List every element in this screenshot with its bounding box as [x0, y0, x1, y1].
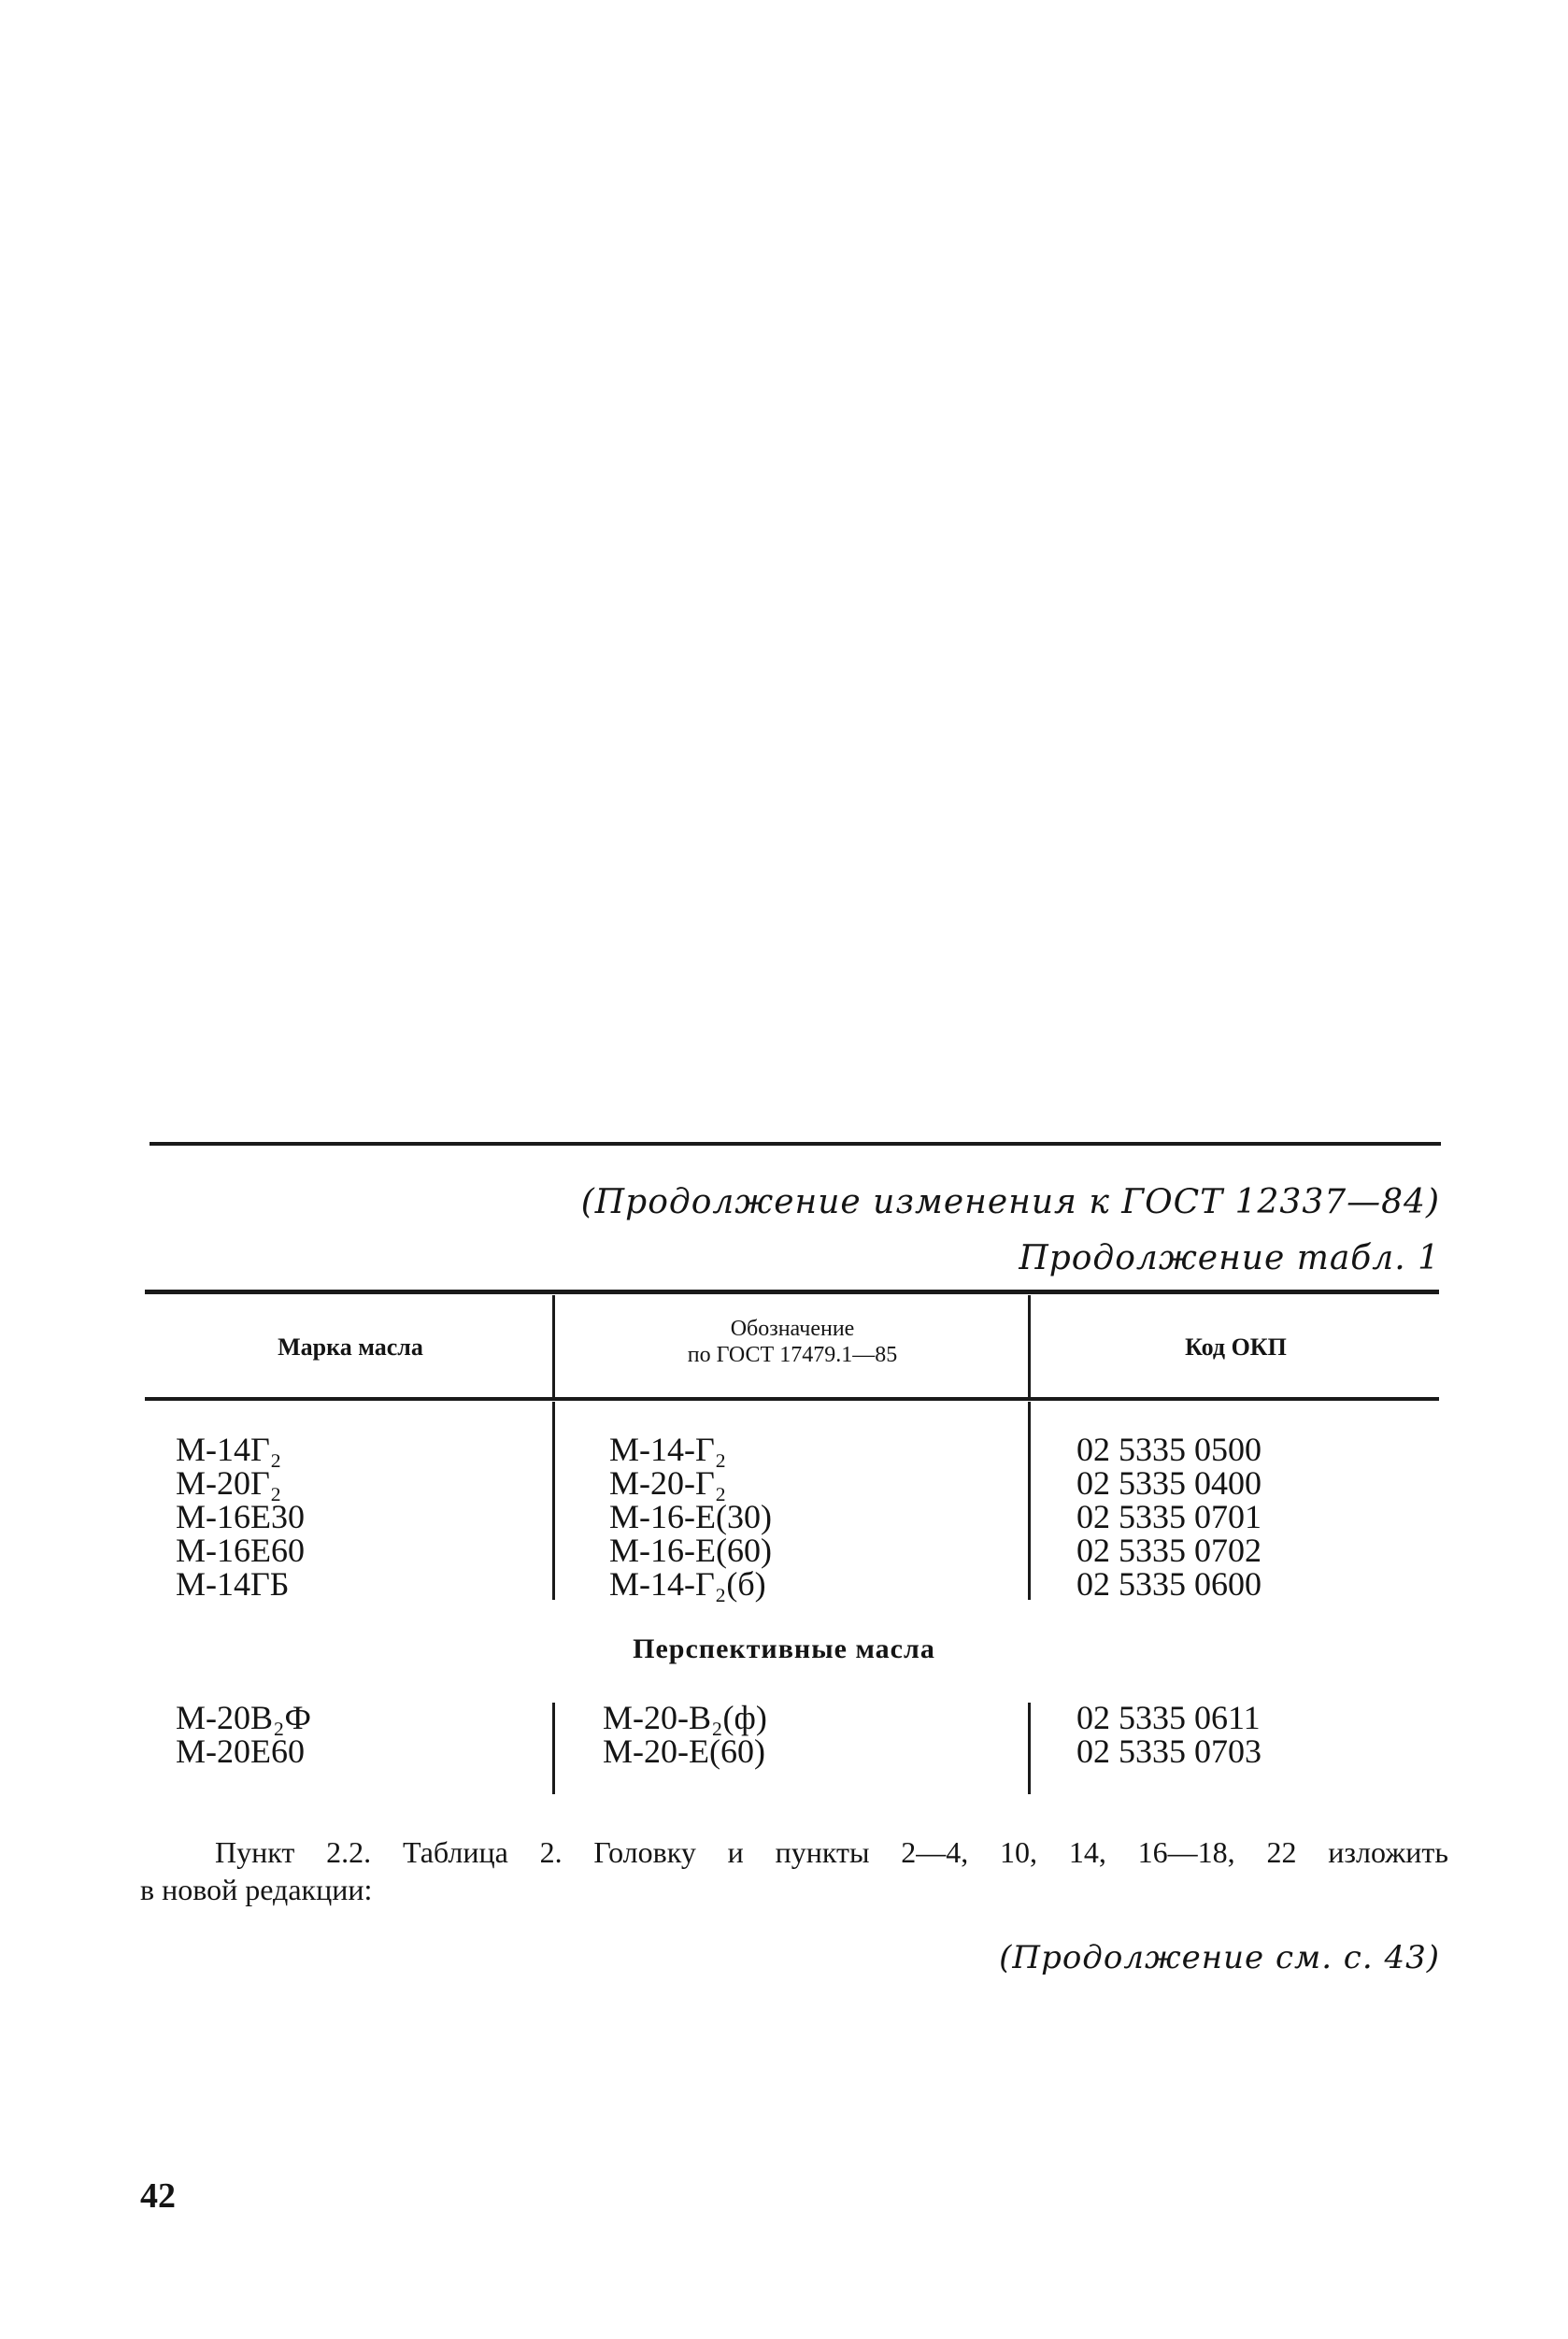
table-cell: М-20Г₂ — [176, 1464, 282, 1502]
column-header-brand: Марка масла — [278, 1334, 423, 1361]
column-divider-1-group1 — [552, 1402, 555, 1600]
table-cell: 02 5335 0703 — [1076, 1733, 1262, 1770]
group2-brand-column — [176, 1701, 311, 1768]
table-cell: М-14Г₂ — [176, 1431, 282, 1468]
section-title-perspective-oils: Перспективные масла — [633, 1633, 935, 1664]
column-divider-2-group2 — [1028, 1703, 1031, 1794]
table-cell: М-20В₂Ф — [176, 1699, 312, 1736]
table-cell: М-16-Е(30) — [609, 1498, 772, 1535]
group2-okp-column — [1076, 1701, 1262, 1768]
column-divider-2-header — [1028, 1295, 1031, 1398]
table-cell: М-16-Е(60) — [609, 1532, 772, 1569]
column-header-designation — [559, 1316, 1026, 1368]
column-divider-1-header — [552, 1295, 555, 1398]
group2-designation-column — [603, 1701, 767, 1768]
table-cell: 02 5335 0611 — [1076, 1699, 1261, 1736]
table-cell: М-14ГБ — [176, 1565, 290, 1603]
table-cell: М-20-Г₂ — [609, 1464, 727, 1502]
continuation-next-footer: (Продолжение см. с. 43) — [999, 1939, 1440, 1976]
table-cell: 02 5335 0400 — [1076, 1464, 1262, 1502]
table-cell: 02 5335 0600 — [1076, 1565, 1262, 1603]
column-header-okp: Код ОКП — [1185, 1334, 1287, 1361]
table-cell: М-14-Г₂ — [609, 1431, 727, 1468]
table-cell: М-16Е30 — [176, 1498, 305, 1535]
table-cell: М-20Е60 — [176, 1733, 305, 1770]
paragraph-line1: Пункт 2.2. Таблица 2. Головку и пункты 2—4, 10, 14, 16—18, 22 изложить — [215, 1835, 1448, 1869]
paragraph — [140, 1833, 1448, 1908]
continuation-table-header: Продолжение табл. 1 — [1019, 1239, 1440, 1277]
group1-designation-column — [609, 1433, 772, 1601]
table-cell: М-16Е60 — [176, 1532, 305, 1569]
continuation-change-header: (Продолжение изменения к ГОСТ 12337—84) — [580, 1183, 1440, 1221]
column-divider-2-group1 — [1028, 1402, 1031, 1600]
column-header-designation-line1: Обозначение — [730, 1317, 855, 1341]
group1-brand-column — [176, 1433, 305, 1601]
table-header-rule — [145, 1397, 1439, 1401]
table-cell: М-20-Е(60) — [603, 1733, 765, 1770]
table-cell: 02 5335 0701 — [1076, 1498, 1262, 1535]
table-cell: 02 5335 0702 — [1076, 1532, 1262, 1569]
table-cell: 02 5335 0500 — [1076, 1431, 1262, 1468]
column-divider-1-group2 — [552, 1703, 555, 1794]
column-header-designation-line2: по ГОСТ 17479.1—85 — [687, 1343, 898, 1367]
page-number: 42 — [140, 2176, 176, 2216]
table-cell: М-14-Г₂(б) — [609, 1565, 766, 1603]
group1-okp-column — [1076, 1433, 1262, 1601]
top-rule — [150, 1142, 1441, 1146]
table-top-rule — [145, 1290, 1439, 1294]
table-cell: М-20-В₂(ф) — [603, 1699, 767, 1736]
paragraph-line2: в новой редакции: — [140, 1873, 373, 1906]
